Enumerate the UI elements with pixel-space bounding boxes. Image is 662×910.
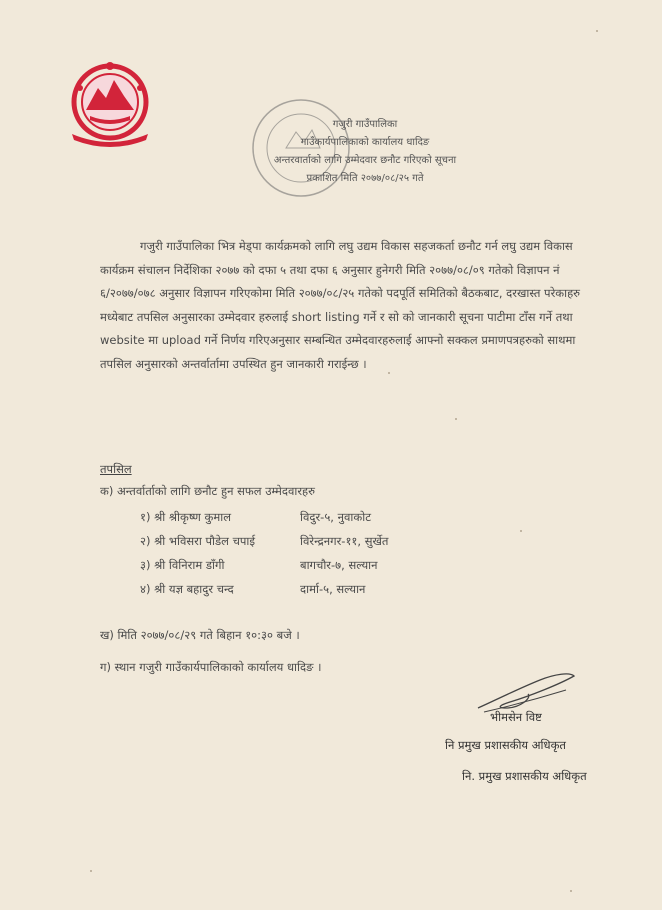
paper-speck <box>388 372 390 374</box>
signatory-title-stamp: नि. प्रमुख प्रशासकीय अधिकृत <box>462 769 587 783</box>
signatory-name: भीमसेन विष्ट <box>490 710 542 724</box>
paper-speck <box>596 30 598 32</box>
header-office: गाउँकार्यपालिकाको कार्यालय धादिङ <box>300 137 430 148</box>
candidate-name: २) श्री भविसरा पौडेल चपाई <box>140 534 256 548</box>
paper-speck <box>90 870 92 872</box>
nepal-emblem-icon <box>62 58 158 148</box>
candidate-address: विरेन्द्रनगर-११, सुर्खेत <box>300 534 389 548</box>
candidate-address: दार्मा-५, सल्यान <box>300 582 366 596</box>
item-b: ख) मिति २०७७/०८/२९ गते बिहान १०:३० बजे । <box>100 628 300 642</box>
header-subject: अन्तरवार्ताको लागि उम्मेदवार छनौट गरिएको सूचना <box>273 155 457 166</box>
item-a: क) अन्तर्वार्ताको लागि छनौट हुन सफल उम्मेदवारहरु <box>100 484 316 498</box>
candidate-name: ३) श्री विनिराम डाँगी <box>140 558 225 572</box>
candidate-address: विदुर-५, नुवाकोट <box>300 510 371 524</box>
candidate-address: बागचौर-७, सल्यान <box>300 558 378 572</box>
letter-header <box>200 116 530 188</box>
paper-speck <box>520 530 522 532</box>
notice-body <box>100 235 600 376</box>
paper-speck <box>570 890 572 892</box>
header-municipality: गजुरी गाउँपालिका <box>332 119 398 130</box>
paper-speck <box>455 418 457 420</box>
header-date: प्रकाशित मिति २०७७/०८/२५ गते <box>306 173 424 184</box>
signatory-title: नि प्रमुख प्रशासकीय अधिकृत <box>445 738 566 752</box>
candidate-name: ४) श्री यज्ञ बहादुर चन्द <box>140 582 234 596</box>
candidate-name: १) श्री श्रीकृष्ण कुमाल <box>140 510 232 524</box>
item-c: ग) स्थान गजुरी गाउँकार्यपालिकाको कार्यालय धादिङ । <box>100 660 322 674</box>
notice-paragraph: गजुरी गाउँपालिका भित्र मेड्पा कार्यक्रमको लागि लघु उद्यम विकास सहजकर्ता छनौट गर्न लघु उद्यम विकास कार्यक्रम संचालन निर्देशिका २०७७ को दफा ५ तथा दफा ६ अनुसार हुनेगरी मिति २०७७/०८/०९ गतेको विज्ञापन नं ६/२०७७/०७८ अनुसार विज्ञापन गरिएकोमा मिति २०७७/०८/२५ गतेको पदपूर्ति समितिको बैठकबाट, दरखास्त परेकाहरु मध्येबाट तपसिल अनुसारका उम्मेदवार हरुलाई short listing गर्ने र सो को जानकारी सूचना पाटीमा टाँस गर्ने तथा website मा upload गर्ने निर्णय गरिएअनुसार सम्बन्धित उम्मेदवारहरुलाई आफ्नो सक्कल प्रमाणपत्रहरुको साथमा तपसिल अनुसारको अन्तर्वार्तामा उपस्थित हुन जानकारी गराईन्छ । <box>100 239 581 371</box>
schedule-title: तपसिल <box>100 462 132 476</box>
